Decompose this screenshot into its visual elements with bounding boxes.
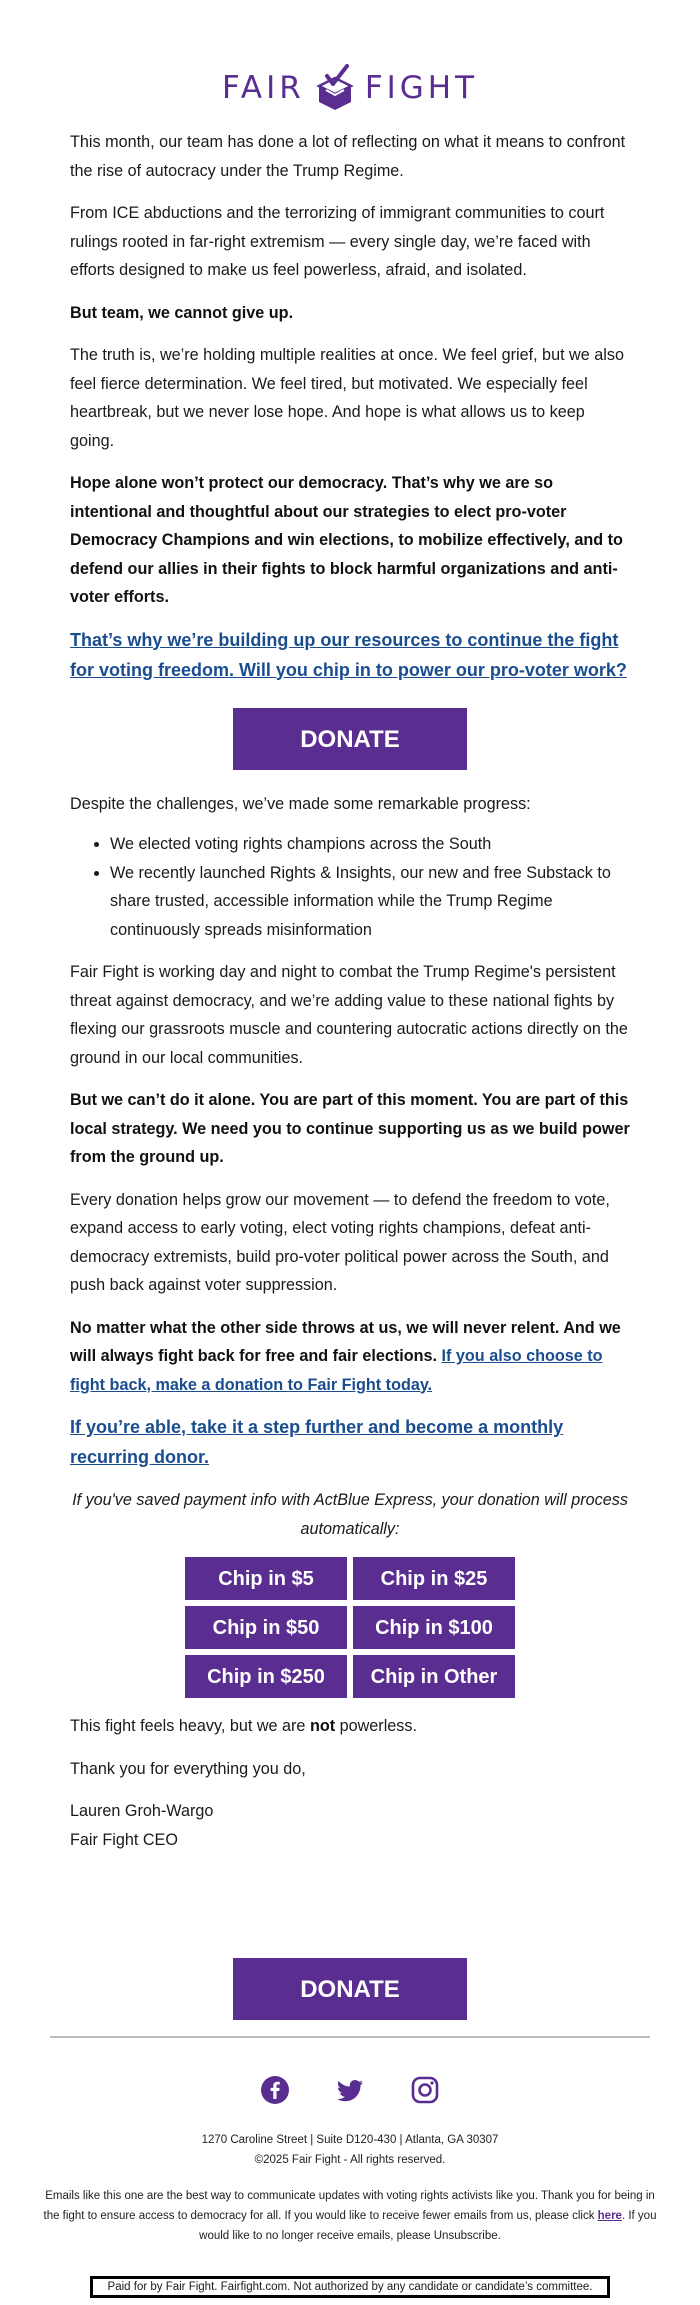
instagram-icon[interactable] xyxy=(410,2075,440,2105)
progress-list xyxy=(70,830,630,944)
paragraph-every-donation: Every donation helps grow our movement — to defend the freedom to vote, expand access to early voting, elect voting rights champions, defeat anti-democracy extremists, build pro-voter political power across the South, and push back against voter suppression. xyxy=(70,1190,610,1294)
paragraph-cannot-give-up xyxy=(70,299,630,328)
paragraph-intro: This month, our team has done a lot of reflecting on what it means to confront the rise of autocracy under the Trump Regime. xyxy=(70,133,626,180)
list-item: • We elected voting rights champions across the South xyxy=(110,830,630,859)
chip-in-25-button[interactable]: Chip in $25 xyxy=(353,1557,515,1600)
ballot-box-check-icon xyxy=(313,64,357,112)
chip-in-5-button[interactable]: Chip in $5 xyxy=(185,1557,347,1600)
donate-today-link[interactable]: If you also choose to fight back, make a donation to Fair Fight today. xyxy=(70,1347,603,1394)
chip-in-other-button[interactable]: Chip in Other xyxy=(353,1655,515,1698)
donate-button-wrap-2 xyxy=(0,1958,700,2020)
bold-text: But we can’t do it alone. You are part of this moment. You are part of this local strategy. We need you to continue supporting us as we build power from the ground up. xyxy=(70,1091,630,1166)
paragraph-realities: The truth is, we’re holding multiple realities at once. We feel grief, but we also feel fierce determination. We feel tired, but motivated. We especially feel heartbreak, but we never lose hope. And hope is what allows us to keep going. xyxy=(70,346,624,450)
text-segment: powerless. xyxy=(335,1717,417,1735)
paragraph-not-powerless xyxy=(70,1712,630,1741)
paragraph-thank-you: Thank you for everything you do, xyxy=(70,1759,306,1778)
footer-address: 1270 Caroline Street | Suite D120-430 | Atlanta, GA 30307 xyxy=(201,2134,499,2146)
disclaimer-text: Paid for by Fair Fight. Fairfight.com. Not authorized by any candidate or candidate’s committee. xyxy=(107,2281,593,2293)
chip-in-link[interactable]: That’s why we’re building up our resources to continue the fight for voting freedom. Will you chip in to power our pro-voter work? xyxy=(70,629,627,680)
chip-in-100-button[interactable]: Chip in $100 xyxy=(353,1606,515,1649)
monthly-donor-link[interactable]: If you’re able, take it a step further and become a monthly recurring donor. xyxy=(70,1417,564,1467)
donate-button-bottom[interactable]: DONATE xyxy=(233,1958,467,2020)
fair-fight-logo[interactable] xyxy=(0,58,700,118)
fewer-emails-link[interactable]: here xyxy=(597,2210,622,2222)
footer-notice-block xyxy=(40,2186,660,2246)
footer-notice xyxy=(40,2186,660,2246)
bold-text: not xyxy=(309,1717,336,1735)
social-links xyxy=(0,2075,700,2105)
footer-copyright: ©2025 Fair Fight - All rights reserved. xyxy=(254,2154,446,2166)
signature-name: Lauren Groh-Wargo xyxy=(70,1802,214,1820)
facebook-icon[interactable] xyxy=(260,2075,290,2105)
cta-paragraph-2 xyxy=(70,1413,630,1472)
signature-title: Fair Fight CEO xyxy=(70,1830,178,1849)
paragraph-never-relent xyxy=(70,1314,630,1400)
chip-in-50-button[interactable]: Chip in $50 xyxy=(185,1606,347,1649)
logo-word-left: FAIR xyxy=(221,70,305,106)
cta-paragraph-1 xyxy=(70,626,630,686)
paragraph-cant-alone xyxy=(70,1086,630,1172)
twitter-icon[interactable] xyxy=(335,2075,365,2105)
paragraph-working: Fair Fight is working day and night to combat the Trump Regime's persistent threat against democracy, and we’re adding value to these national fights by flexing our grassroots muscle and countering autocratic actions directly on the ground in our local communities. xyxy=(70,963,628,1067)
paragraph-threats: From ICE abductions and the terrorizing of immigrant communities to court rulings rooted in far-right extremism — every single day, we’re faced with efforts designed to make us feel powerless, afraid, and isolated. xyxy=(70,204,605,279)
bold-text: Hope alone won’t protect our democracy. That’s why we are so intentional and thoughtful about our strategies to elect pro-voter Democracy Champions and win elections, to mobilize effectively, and to defend our allies in their fights to block harmful organizations and anti-voter efforts. xyxy=(70,474,623,606)
donate-button[interactable]: DONATE xyxy=(233,708,467,770)
bold-text: No matter what the other side throws at us, we will never relent. And we will always fight back for free and fair elections. xyxy=(70,1318,621,1365)
text-segment: This fight feels heavy, but we are xyxy=(70,1717,310,1735)
bold-text: But team, we cannot give up. xyxy=(70,303,294,322)
paragraph-progress: Despite the challenges, we’ve made some remarkable progress: xyxy=(70,794,531,813)
actblue-note: If you've saved payment info with ActBlue Express, your donation will process automatically: xyxy=(72,1491,628,1538)
chip-in-grid xyxy=(185,1557,515,1698)
notice-text: . If you would like to no longer receive emails, please Unsubscribe. xyxy=(199,2210,657,2242)
logo-word-right: FIGHT xyxy=(364,70,479,106)
email-body xyxy=(70,128,630,1854)
notice-text: Emails like this one are the best way to communicate updates with voting rights activists like you. Thank you for being in the fight to ensure access to democracy for all. If you would like to receive fewer emails from us, please click xyxy=(43,2190,655,2222)
footer-divider xyxy=(50,2036,650,2038)
donate-button-wrap xyxy=(70,708,630,770)
paid-for-disclaimer xyxy=(90,2276,610,2298)
list-item: • We recently launched Rights & Insights, our new and free Substack to share trusted, accessible information while the Trump Regime continuously spreads misinformation xyxy=(110,859,630,945)
footer-address-block xyxy=(40,2130,660,2170)
paragraph-hope xyxy=(70,469,630,612)
chip-in-250-button[interactable]: Chip in $250 xyxy=(185,1655,347,1698)
